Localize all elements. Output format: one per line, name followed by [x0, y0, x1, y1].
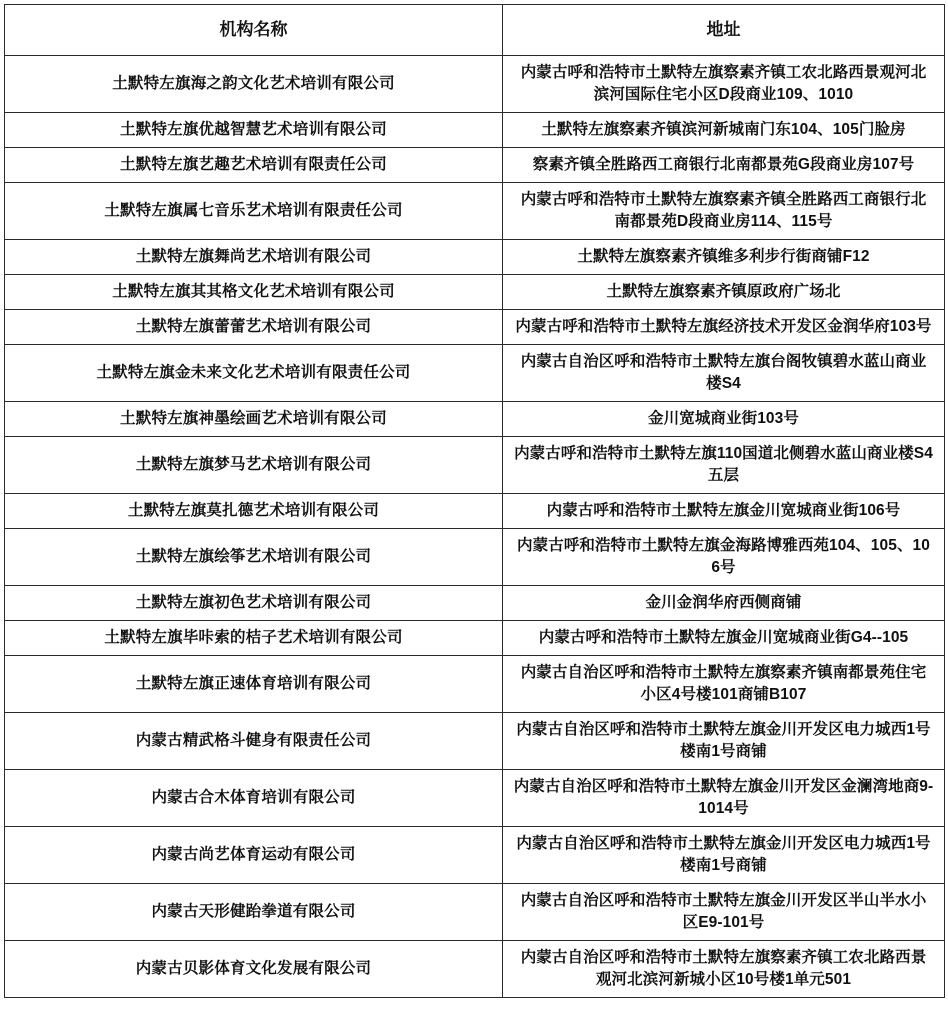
cell-address: 内蒙古自治区呼和浩特市土默特左旗察素齐镇南都景苑住宅小区4号楼101商铺B107: [503, 656, 945, 713]
cell-address: 察素齐镇全胜路西工商银行北南都景苑G段商业房107号: [503, 148, 945, 183]
cell-address: 内蒙古呼和浩特市土默特左旗110国道北侧碧水蓝山商业楼S4五层: [503, 437, 945, 494]
table-row: [5, 183, 945, 240]
organization-table: [4, 4, 945, 998]
cell-organization-name: 土默特左旗初色艺术培训有限公司: [5, 586, 503, 621]
cell-address: 内蒙古呼和浩特市土默特左旗察素齐镇全胜路西工商银行北南都景苑D段商业房114、115号: [503, 183, 945, 240]
column-header-name: 机构名称: [5, 5, 503, 56]
table-row: [5, 56, 945, 113]
table-row: [5, 713, 945, 770]
cell-address: 内蒙古自治区呼和浩特市土默特左旗金川开发区电力城西1号楼南1号商铺: [503, 713, 945, 770]
table-row: [5, 827, 945, 884]
table-row: [5, 529, 945, 586]
table-row: [5, 770, 945, 827]
cell-address: 内蒙古呼和浩特市土默特左旗金海路博雅西苑104、105、106号: [503, 529, 945, 586]
cell-organization-name: 土默特左旗艺趣艺术培训有限责任公司: [5, 148, 503, 183]
table-row: [5, 275, 945, 310]
table-row: [5, 345, 945, 402]
cell-address: 内蒙古呼和浩特市土默特左旗经济技术开发区金润华府103号: [503, 310, 945, 345]
table-row: [5, 941, 945, 998]
cell-organization-name: 土默特左旗金未来文化艺术培训有限责任公司: [5, 345, 503, 402]
cell-address: 内蒙古自治区呼和浩特市土默特左旗察素齐镇工农北路西景观河北滨河新城小区10号楼1单元501: [503, 941, 945, 998]
cell-address: 金川宽城商业街103号: [503, 402, 945, 437]
column-header-address: 地址: [503, 5, 945, 56]
cell-organization-name: 土默特左旗正速体育培训有限公司: [5, 656, 503, 713]
cell-address: 内蒙古自治区呼和浩特市土默特左旗金川开发区半山半水小区E9-101号: [503, 884, 945, 941]
cell-address: 土默特左旗察素齐镇维多利步行街商铺F12: [503, 240, 945, 275]
table-row: [5, 494, 945, 529]
cell-organization-name: 土默特左旗梦马艺术培训有限公司: [5, 437, 503, 494]
cell-organization-name: 土默特左旗神墨绘画艺术培训有限公司: [5, 402, 503, 437]
table-row: [5, 240, 945, 275]
cell-address: 内蒙古呼和浩特市土默特左旗察素齐镇工农北路西景观河北滨河国际住宅小区D段商业109、1010: [503, 56, 945, 113]
table-header: [5, 5, 945, 56]
cell-organization-name: 内蒙古尚艺体育运动有限公司: [5, 827, 503, 884]
table-row: [5, 310, 945, 345]
cell-organization-name: 土默特左旗舞尚艺术培训有限公司: [5, 240, 503, 275]
cell-address: 内蒙古呼和浩特市土默特左旗金川宽城商业街106号: [503, 494, 945, 529]
table-row: [5, 586, 945, 621]
table-row: [5, 402, 945, 437]
cell-organization-name: 土默特左旗莫扎德艺术培训有限公司: [5, 494, 503, 529]
cell-organization-name: 土默特左旗其其格文化艺术培训有限公司: [5, 275, 503, 310]
table-row: [5, 621, 945, 656]
table-body: [5, 56, 945, 998]
cell-address: 土默特左旗察素齐镇原政府广场北: [503, 275, 945, 310]
cell-organization-name: 土默特左旗海之韵文化艺术培训有限公司: [5, 56, 503, 113]
cell-organization-name: 内蒙古精武格斗健身有限责任公司: [5, 713, 503, 770]
table-row: [5, 148, 945, 183]
cell-address: 内蒙古自治区呼和浩特市土默特左旗台阁牧镇碧水蓝山商业楼S4: [503, 345, 945, 402]
cell-address: 土默特左旗察素齐镇滨河新城南门东104、105门脸房: [503, 113, 945, 148]
cell-organization-name: 土默特左旗蕾蕾艺术培训有限公司: [5, 310, 503, 345]
table-header-row: [5, 5, 945, 56]
cell-organization-name: 土默特左旗属七音乐艺术培训有限责任公司: [5, 183, 503, 240]
cell-organization-name: 内蒙古贝影体育文化发展有限公司: [5, 941, 503, 998]
table-row: [5, 656, 945, 713]
cell-organization-name: 内蒙古合木体育培训有限公司: [5, 770, 503, 827]
cell-organization-name: 土默特左旗毕咔索的桔子艺术培训有限公司: [5, 621, 503, 656]
cell-address: 内蒙古呼和浩特市土默特左旗金川宽城商业街G4--105: [503, 621, 945, 656]
cell-address: 内蒙古自治区呼和浩特市土默特左旗金川开发区电力城西1号楼南1号商铺: [503, 827, 945, 884]
table-row: [5, 113, 945, 148]
cell-organization-name: 土默特左旗绘筝艺术培训有限公司: [5, 529, 503, 586]
table-row: [5, 437, 945, 494]
cell-organization-name: 土默特左旗优越智慧艺术培训有限公司: [5, 113, 503, 148]
table-row: [5, 884, 945, 941]
cell-address: 金川金润华府西侧商铺: [503, 586, 945, 621]
cell-address: 内蒙古自治区呼和浩特市土默特左旗金川开发区金澜湾地商9-1014号: [503, 770, 945, 827]
cell-organization-name: 内蒙古天形健跆拳道有限公司: [5, 884, 503, 941]
